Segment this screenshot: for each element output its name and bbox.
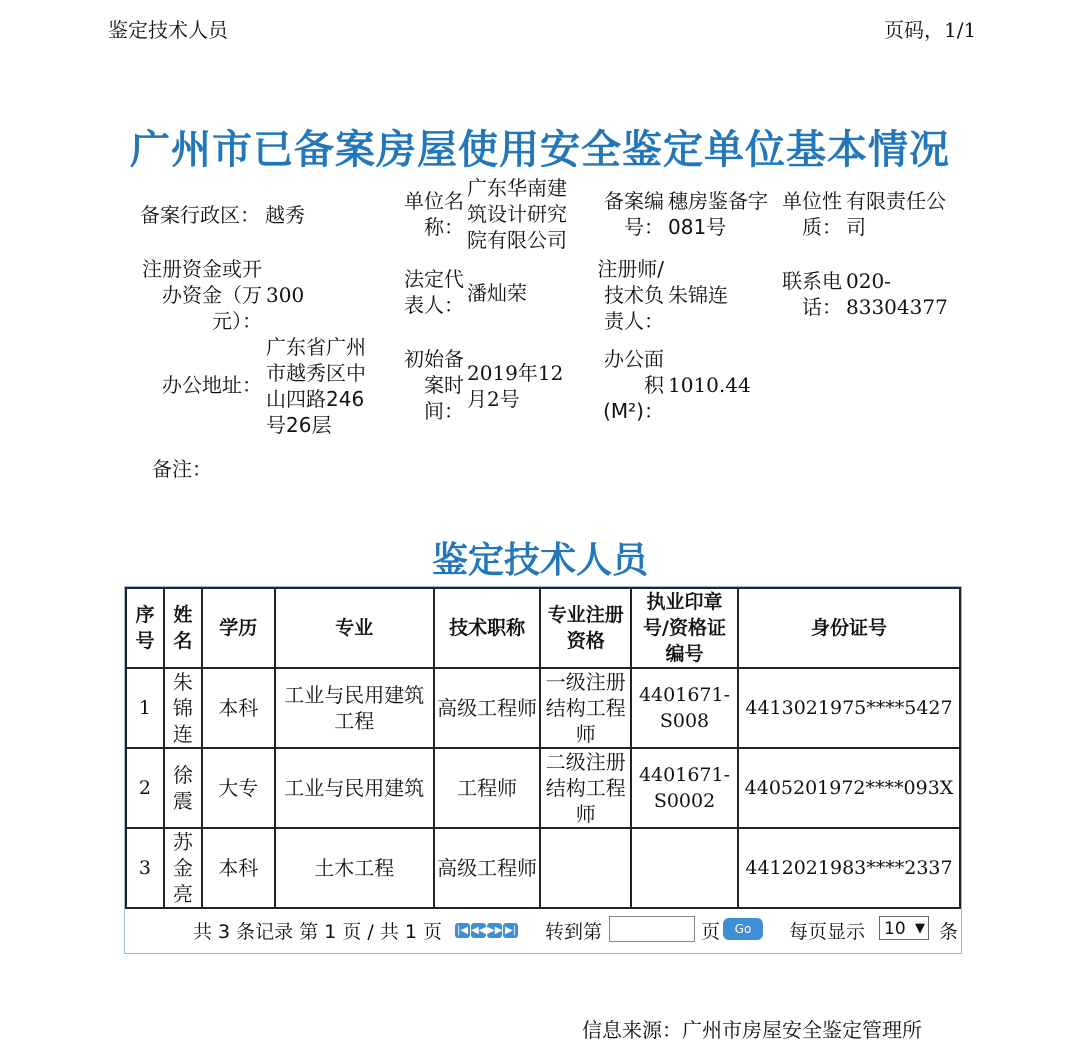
cell-cert: 4401671-S0002 [631, 748, 738, 828]
nature-value: 有限责任公司 [846, 189, 946, 239]
col-header-no: 序号 [126, 588, 164, 668]
cell-major: 工业与民用建筑 [275, 748, 434, 828]
prev-page-icon[interactable]: ◀◀ [471, 925, 487, 936]
cell-cert: 4401671-S008 [631, 668, 738, 748]
area-label: 办公面积(M²)： [603, 347, 664, 423]
col-header-major: 专业 [275, 588, 434, 668]
chevron-down-icon: ▼ [915, 921, 925, 936]
record-summary: 共 3 条记录 第 1 页 / 共 1 页 [193, 921, 443, 943]
cell-name: 苏金亮 [164, 828, 202, 908]
last-page-icon[interactable]: ▶| [504, 925, 517, 936]
cell-name: 朱锦连 [164, 668, 202, 748]
col-header-name: 姓名 [164, 588, 202, 668]
page-nav-buttons [455, 919, 519, 941]
unit-label: 单位名称： [404, 189, 464, 239]
cell-name: 徐震 [164, 748, 202, 828]
district-label: 备案行政区： [140, 203, 260, 227]
page-number: 页码，1/1 [884, 18, 977, 42]
unit-value: 广东华南建筑设计研究院有限公司 [467, 176, 567, 252]
cell-reg [540, 828, 631, 908]
date-value: 2019年12月2号 [467, 361, 564, 411]
cell-id: 4413021975****5427 [738, 668, 960, 748]
record-label: 备案编号： [604, 189, 664, 239]
personnel-table-panel [124, 586, 962, 954]
table-row [126, 828, 960, 908]
cell-no: 2 [126, 748, 164, 828]
tech-value: 朱锦连 [668, 283, 728, 307]
phone-value: 020-83304377 [846, 269, 948, 319]
table-row [126, 668, 960, 748]
nature-label: 单位性质： [782, 189, 842, 239]
record-value: 穗房鉴备字081号 [668, 189, 768, 239]
per-page-select[interactable] [879, 916, 929, 940]
cell-major: 土木工程 [275, 828, 434, 908]
district-value: 越秀 [265, 203, 305, 227]
col-header-reg: 专业注册资格 [540, 588, 631, 668]
first-page-icon[interactable]: |◀ [456, 925, 469, 936]
remark-label: 备注： [152, 457, 212, 481]
cell-title: 高级工程师 [434, 668, 541, 748]
cell-edu: 本科 [202, 828, 275, 908]
col-header-id: 身份证号 [738, 588, 960, 668]
legal-label: 法定代表人： [404, 267, 464, 317]
col-header-title: 技术职称 [434, 588, 541, 668]
capital-value: 300 [266, 283, 305, 307]
page-title: 广州市已备案房屋使用安全鉴定单位基本情况 [130, 127, 950, 173]
address-value: 广东省广州市越秀区中山四路246号26层 [266, 335, 366, 437]
header-left: 鉴定技术人员 [108, 18, 228, 42]
cell-no: 3 [126, 828, 164, 908]
pagination-bar [125, 915, 961, 945]
personnel-table [125, 587, 961, 909]
per-page-unit: 条 [939, 921, 959, 943]
area-value: 1010.44 [668, 373, 751, 397]
goto-page-input[interactable] [609, 916, 695, 942]
source-footer: 信息来源：广州市房屋安全鉴定管理所 [582, 1018, 922, 1042]
capital-label: 注册资金或开办资金（万元）： [142, 257, 262, 333]
next-page-icon[interactable]: ▶▶ [487, 925, 503, 936]
phone-label: 联系电话： [782, 269, 842, 319]
tech-label: 注册师/技术负责人： [597, 257, 664, 333]
go-button[interactable]: Go [723, 918, 763, 940]
goto-label: 转到第 [545, 921, 603, 943]
cell-reg: 一级注册结构工程师 [540, 668, 631, 748]
page-label: 页 [701, 921, 721, 943]
cell-no: 1 [126, 668, 164, 748]
cell-id: 4405201972****093X [738, 748, 960, 828]
table-header-row [126, 588, 960, 668]
per-page-value: 10 [884, 919, 906, 939]
date-label: 初始备案时间： [404, 347, 464, 423]
legal-value: 潘灿荣 [467, 281, 527, 305]
cell-edu: 大专 [202, 748, 275, 828]
cell-id: 4412021983****2337 [738, 828, 960, 908]
cell-reg: 二级注册结构工程师 [540, 748, 631, 828]
col-header-edu: 学历 [202, 588, 275, 668]
cell-cert [631, 828, 738, 908]
per-page-label: 每页显示 [789, 921, 866, 943]
cell-title: 工程师 [434, 748, 541, 828]
address-label: 办公地址： [162, 373, 262, 397]
cell-edu: 本科 [202, 668, 275, 748]
cell-major: 工业与民用建筑工程 [275, 668, 434, 748]
cell-title: 高级工程师 [434, 828, 541, 908]
col-header-cert: 执业印章号/资格证编号 [631, 588, 738, 668]
section-title: 鉴定技术人员 [431, 540, 648, 581]
table-row [126, 748, 960, 828]
